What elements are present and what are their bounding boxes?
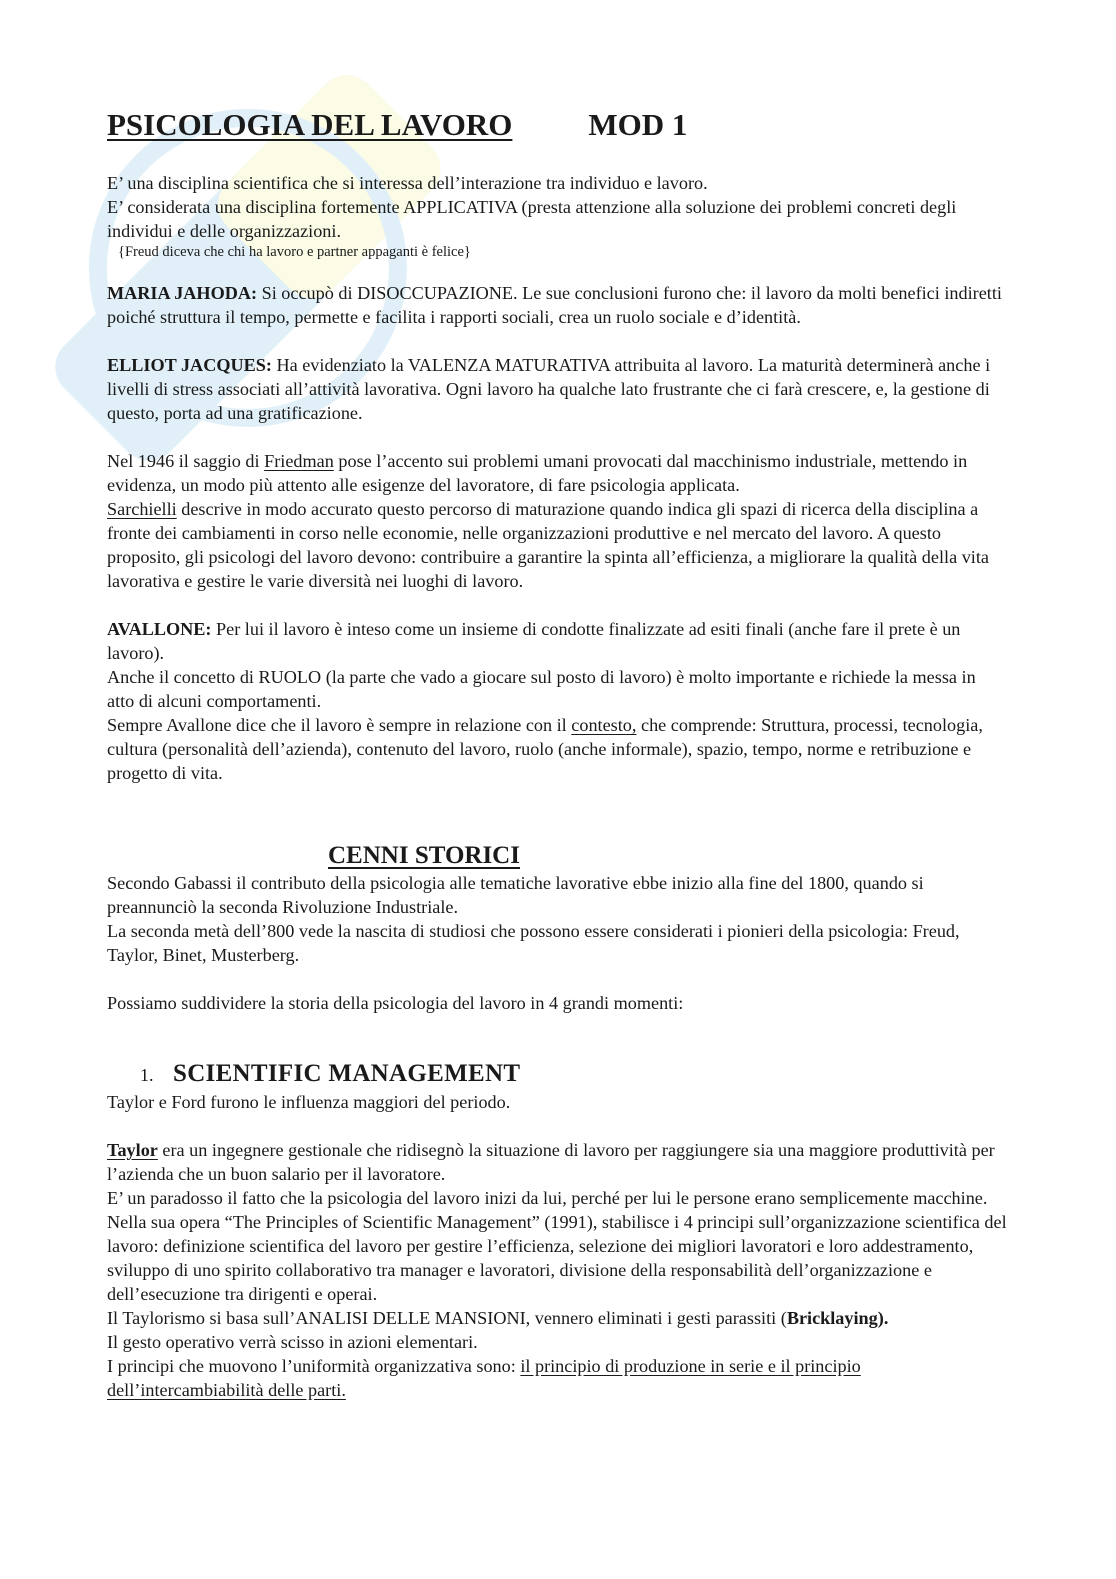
taylor-name: Taylor [107, 1140, 158, 1160]
ruolo-paragraph: Anche il concetto di RUOLO (la parte che vado a giocare sul posto di lavoro) è molto importante e richiede la messa in atto di alcuni comportamenti. [107, 667, 976, 711]
contesto-after: che comprende: Struttura, processi, tecnologia, cultura (personalità dell’azienda), contenuto del lavoro, ruolo (anche informale), spazio, tempo, norme e retribuzione e progetto di vita. [107, 715, 983, 783]
cenni-p2: La seconda metà dell’800 vede la nascita di studiosi che possono essere considerati i pionieri della psicologia: Freud, Taylor, Binet, Musterberg. [107, 921, 960, 965]
scientific-intro: Taylor e Ford furono le influenza maggiori del periodo. [107, 1092, 511, 1112]
cenni-p1: Secondo Gabassi il contributo della psicologia alle tematiche lavorative ebbe inizio alla fine del 1800, quando si preannunciò la seconda Rivoluzione Industriale. [107, 873, 924, 917]
paradosso-paragraph: E’ un paradosso il fatto che la psicologia del lavoro inizi da lui, perché per lui le persone erano semplicemente macchine. [107, 1188, 988, 1208]
friedman-paragraph [107, 449, 1007, 497]
intro-line-1: E’ una disciplina scientifica che si interessa dell’interazione tra individuo e lavoro. [107, 173, 708, 193]
title-main: PSICOLOGIA DEL LAVORO [107, 107, 513, 142]
jacques-label: ELLIOT JACQUES: [107, 355, 272, 375]
sarchielli-name: Sarchielli [107, 499, 177, 519]
title-module: MOD 1 [588, 107, 688, 142]
contesto-paragraph [107, 713, 1007, 785]
jahoda-label: MARIA JAHODA: [107, 283, 258, 303]
taylor-text: era un ingegnere gestionale che ridisegnò la situazione di lavoro per raggiungere sia una maggiore produttività per l’azienda che un buon salario per il lavoratore. [107, 1140, 995, 1184]
intro-line-2: E’ considerata una disciplina fortemente APPLICATIVA (presta attenzione alla soluzione dei problemi concreti degli individui e delle organizzazioni. [107, 197, 957, 241]
avallone-label: AVALLONE: [107, 619, 212, 639]
contesto-word: contesto, [571, 715, 637, 735]
scientific-management-title: SCIENTIFIC MANAGEMENT [173, 1060, 521, 1087]
friedman-name: Friedman [264, 451, 334, 471]
sarchielli-paragraph [107, 497, 1007, 593]
document-title [107, 105, 1007, 145]
jahoda-text: Si occupò di DISOCCUPAZIONE. Le sue conclusioni furono che: il lavoro da molti benefici indiretti poiché struttura il tempo, permette e facilita i rapporti sociali, crea un ruolo sociale e d’identità. [107, 283, 1002, 327]
avallone-paragraph [107, 617, 1007, 665]
taylor-paragraph [107, 1138, 1007, 1186]
list-number: 1. [140, 1065, 154, 1085]
bricklaying: Bricklaying). [786, 1308, 889, 1328]
friedman-after: pose l’accento sui problemi umani provocati dal macchinismo industriale, mettendo in evidenza, un modo più attento alle esigenze del lavoratore, di fare psicologia applicata. [107, 451, 968, 495]
jahoda-paragraph [107, 281, 1007, 329]
jacques-paragraph [107, 353, 1007, 425]
document-page [107, 105, 1007, 1402]
principi-text: I principi che muovono l’uniformità organizzativa sono: [107, 1356, 521, 1376]
principi-underlined: il principio di produzione in serie e il principio dell’intercambiabilità delle parti. [107, 1356, 861, 1400]
cenni-storici-heading: CENNI STORICI [328, 842, 520, 869]
freud-note: {Freud diceva che chi ha lavoro e partner appaganti è felice} [118, 244, 471, 260]
principles-paragraph: Nella sua opera “The Principles of Scientific Management” (1991), stabilisce i 4 principi sull’organizzazione scientifica del lavoro: definizione scientifica del lavoro per gestire l’efficienza, selezione dei migliori lavoratori e loro addestramento, sviluppo di uno spirito collaborativo tra manager e lavoratori, divisione della responsabilità dell’organizzazione e dell’esecuzione tra dirigenti e operai. [107, 1212, 1007, 1304]
gesto-paragraph: Il gesto operativo verrà scisso in azioni elementari. [107, 1332, 478, 1352]
friedman-before: Nel 1946 il saggio di [107, 451, 265, 471]
jacques-text: Ha evidenziato la VALENZA MATURATIVA attribuita al lavoro. La maturità determinerà anche i livelli di stress associati all’attività lavorativa. Ogni lavoro ha qualche lato frustrante che ci farà crescere, e, la gestione di questo, porta ad una gratificazione. [107, 355, 991, 423]
cenni-p3: Possiamo suddividere la storia della psicologia del lavoro in 4 grandi momenti: [107, 993, 684, 1013]
taylorismo-text: Il Taylorismo si basa sull’ANALISI DELLE MANSIONI, vennero eliminati i gesti parassiti ( [107, 1308, 787, 1328]
avallone-text: Per lui il lavoro è inteso come un insieme di condotte finalizzate ad esiti finali (anche fare il prete è un lavoro). [107, 619, 961, 663]
sarchielli-text: descrive in modo accurato questo percorso di maturazione quando indica gli spazi di ricerca della disciplina a fronte dei cambiamenti in corso nelle economie, nelle organizzazioni produttive e nel mercato del lavoro. A questo proposito, gli psicologi del lavoro devono: contribuire a garantire la spinta all’efficienza, a migliorare la qualità della vita lavorativa e gestire le varie diversità nei luoghi di lavoro. [107, 499, 989, 591]
principi-paragraph [107, 1354, 1007, 1402]
contesto-before: Sempre Avallone dice che il lavoro è sempre in relazione con il [107, 715, 572, 735]
taylorismo-paragraph [107, 1306, 1007, 1330]
scientific-management-heading [107, 1059, 1007, 1090]
